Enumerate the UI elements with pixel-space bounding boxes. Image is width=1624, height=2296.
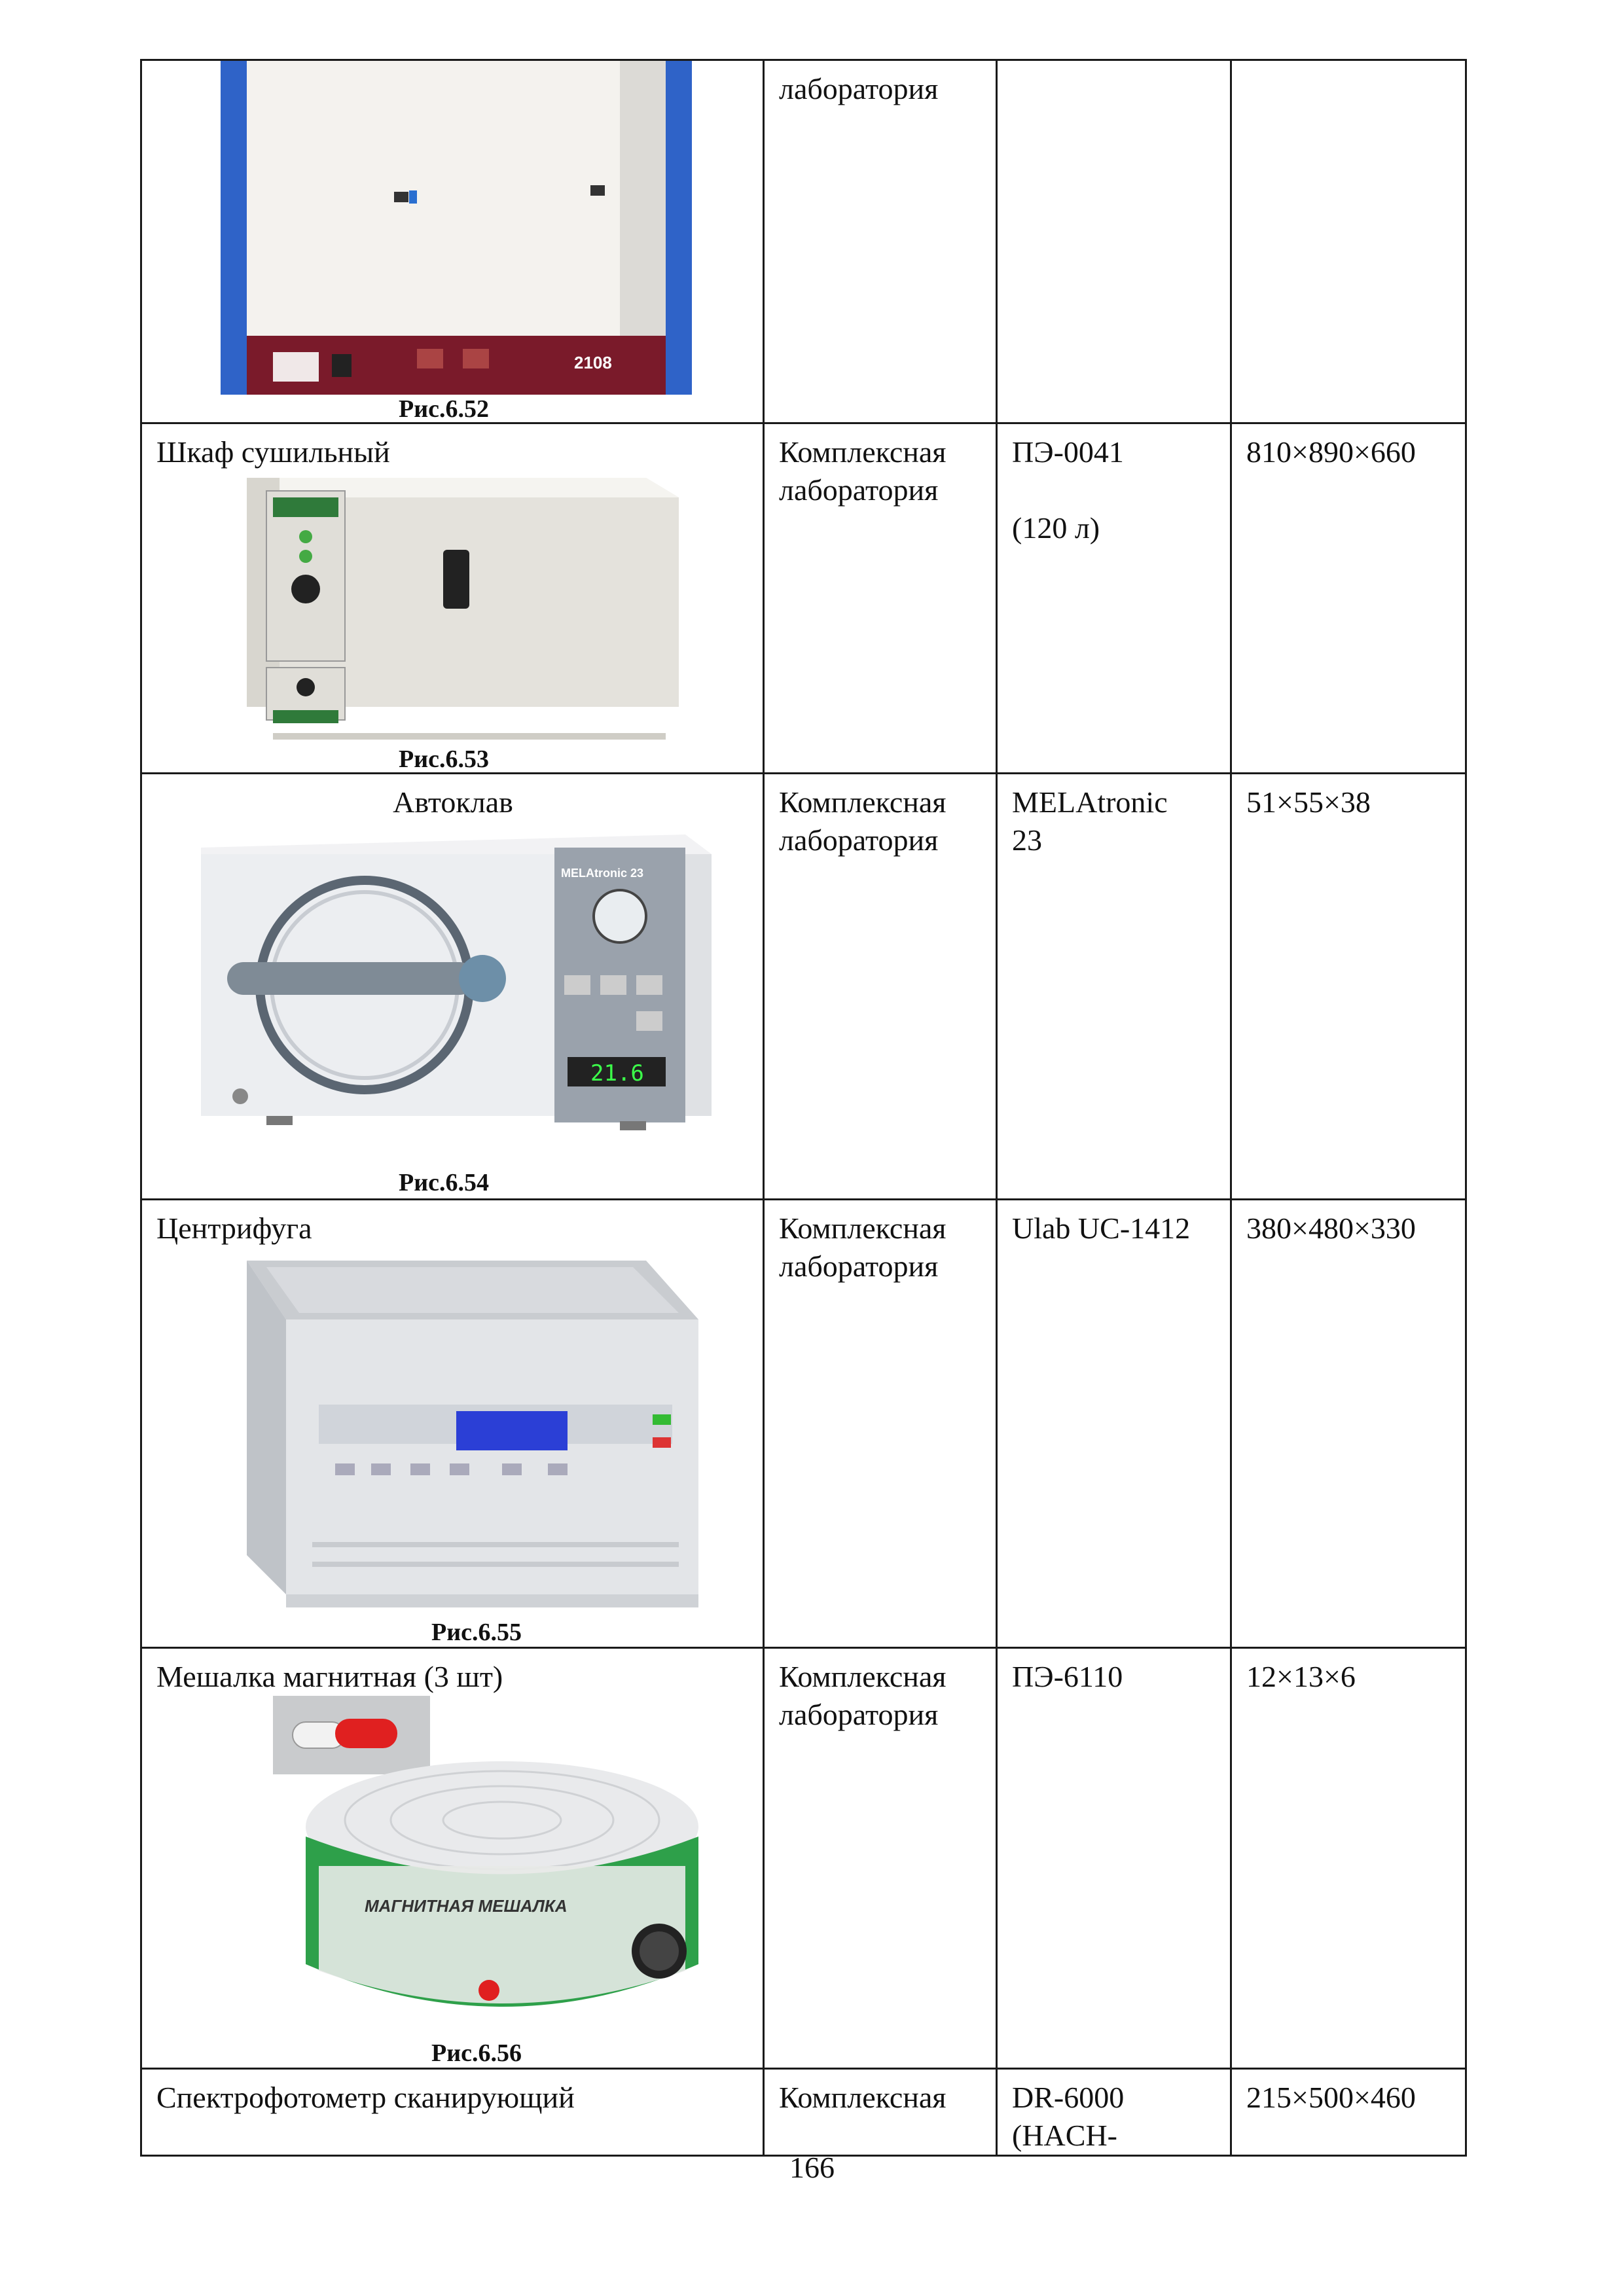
- equipment-name-cell: [141, 2069, 764, 2156]
- equipment-name: Шкаф сушильный: [156, 435, 390, 469]
- dimensions-cell: [1231, 423, 1466, 774]
- location-cell: [764, 423, 997, 774]
- location-line: Комплексная: [779, 1211, 947, 1245]
- equipment-table: [140, 59, 1467, 2157]
- location-cell: [764, 1648, 997, 2069]
- drying-cabinet-image: [227, 471, 685, 740]
- location-line: Комплексная: [779, 2081, 947, 2114]
- equipment-name-cell: [141, 774, 764, 1200]
- location-line: лаборатория: [779, 1698, 939, 1731]
- equipment-name: Мешалка магнитная (3 шт): [156, 1660, 503, 1693]
- model-line: DR-6000: [1012, 2081, 1125, 2114]
- model-line: Ulab UC-1412: [1012, 1211, 1191, 1245]
- autoclave-image: [188, 828, 725, 1142]
- figure-caption: Рис.6.52: [399, 395, 489, 423]
- device-model-label: МАГНИТНАЯ МЕШАЛКА: [365, 1896, 568, 1916]
- table-row: [141, 774, 1466, 1200]
- dimensions-cell: [1231, 2069, 1466, 2156]
- location-line: лаборатория: [779, 473, 939, 507]
- dimensions-cell: [1231, 1648, 1466, 2069]
- dimensions-text: 51×55×38: [1246, 785, 1371, 819]
- device-model-label: MELAtronic 23: [561, 867, 644, 880]
- equipment-name-cell: [141, 423, 764, 774]
- equipment-name: Центрифуга: [156, 1211, 312, 1245]
- dimensions-cell: [1231, 1200, 1466, 1648]
- dimensions-text: 215×500×460: [1246, 2081, 1416, 2114]
- model-cell: [997, 774, 1231, 1200]
- magnetic-stirrer-image: [273, 1696, 731, 2043]
- centrifuge-image: [240, 1247, 712, 1614]
- equipment-name: Спектрофотометр сканирующий: [156, 2081, 575, 2114]
- location-line: Комплексная: [779, 435, 947, 469]
- model-line: (120 л): [1012, 511, 1100, 545]
- model-cell: [997, 1200, 1231, 1648]
- location-text: лаборатория: [779, 72, 939, 105]
- figure-caption: Рис.6.54: [399, 1169, 489, 1196]
- location-line: Комплексная: [779, 785, 947, 819]
- table-row: [141, 1200, 1466, 1648]
- equipment-name-cell: [141, 1648, 764, 2069]
- model-line: 23: [1012, 823, 1042, 857]
- model-line: ПЭ-6110: [1012, 1660, 1123, 1693]
- equipment-name-cell: [141, 1200, 764, 1648]
- dimensions-cell: [1231, 60, 1466, 423]
- table-row: [141, 2069, 1466, 2156]
- model-cell: [997, 60, 1231, 423]
- location-line: Комплексная: [779, 1660, 947, 1693]
- dimensions-text: 12×13×6: [1246, 1660, 1356, 1693]
- location-line: лаборатория: [779, 1249, 939, 1283]
- figure-caption: Рис.6.53: [399, 745, 489, 773]
- figure-caption: Рис.6.55: [431, 1619, 522, 1646]
- dimensions-cell: [1231, 774, 1466, 1200]
- model-cell: [997, 2069, 1231, 2156]
- location-cell: [764, 60, 997, 423]
- incubator-image: [221, 61, 692, 395]
- dimensions-text: 380×480×330: [1246, 1211, 1416, 1245]
- location-cell: [764, 774, 997, 1200]
- model-line: MELAtronic: [1012, 785, 1168, 819]
- figure-caption: Рис.6.56: [431, 2039, 522, 2067]
- page-number: 166: [789, 2151, 835, 2184]
- equipment-name: Автоклав: [393, 785, 513, 819]
- model-line: (HACH-: [1012, 2119, 1117, 2152]
- location-cell: [764, 1200, 997, 1648]
- table-row: [141, 60, 1466, 423]
- model-cell: [997, 1648, 1231, 2069]
- equipment-name-cell: [141, 60, 764, 423]
- device-model-label: 2108: [574, 353, 612, 372]
- dimensions-text: 810×890×660: [1246, 435, 1416, 469]
- table-row: [141, 1648, 1466, 2069]
- model-line: ПЭ-0041: [1012, 435, 1124, 469]
- display-readout: 21.6: [590, 1060, 644, 1086]
- model-cell: [997, 423, 1231, 774]
- table-row: [141, 423, 1466, 774]
- location-line: лаборатория: [779, 823, 939, 857]
- location-cell: [764, 2069, 997, 2156]
